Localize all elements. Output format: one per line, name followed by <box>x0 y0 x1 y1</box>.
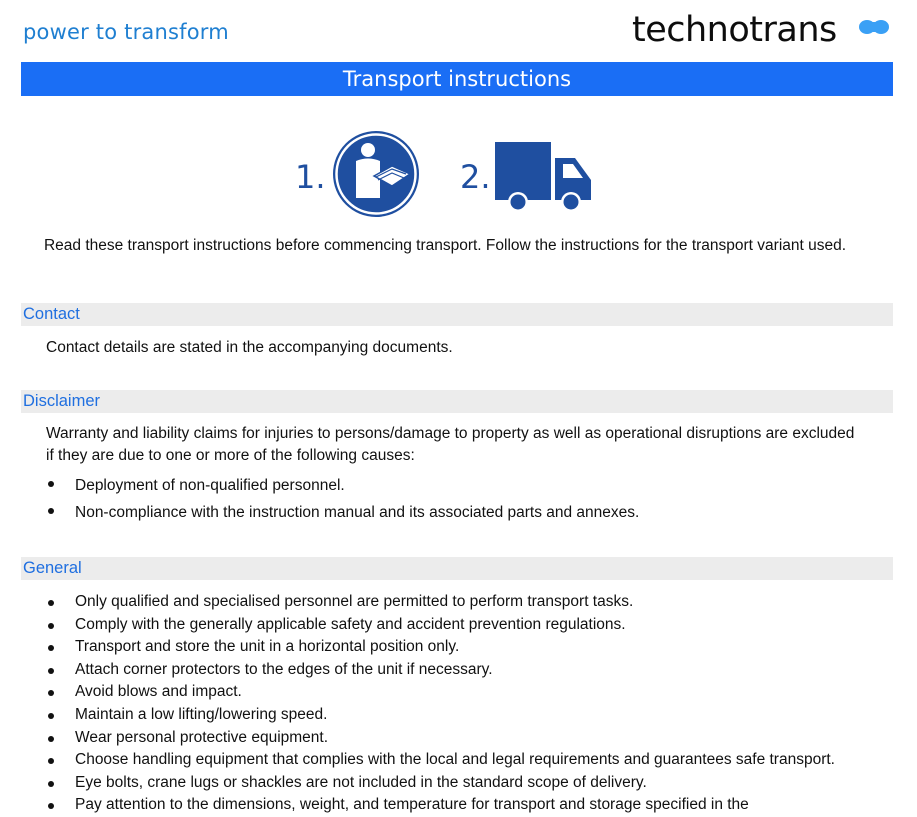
read-manual-icon <box>330 128 422 220</box>
list-item: Deployment of non-qualified personnel. <box>46 472 639 499</box>
list-item: Maintain a low lifting/lowering speed. <box>46 704 835 727</box>
step-number-2: 2. <box>460 158 491 196</box>
brand-logo-text: technotrans <box>632 10 837 50</box>
truck-icon <box>493 142 593 214</box>
section-heading-contact: Contact <box>21 303 893 326</box>
list-item: Attach corner protectors to the edges of the unit if necessary. <box>46 659 835 682</box>
list-item: Avoid blows and impact. <box>46 681 835 704</box>
list-item: Non-compliance with the instruction manual and its associated parts and annexes. <box>46 499 639 526</box>
page-title: Transport instructions <box>21 62 893 96</box>
list-item: Transport and store the unit in a horizontal position only. <box>46 636 835 659</box>
list-item: Choose handling equipment that complies with the local and legal requirements and guarantees safe transport. <box>46 749 835 772</box>
intro-text: Read these transport instructions before commencing transport. Follow the instructions for the transport variant used. <box>43 237 847 254</box>
section-heading-general: General <box>21 557 893 580</box>
tagline: power to transform <box>23 20 229 44</box>
list-item: Wear personal protective equipment. <box>46 727 835 750</box>
general-list <box>46 591 835 817</box>
list-item: Comply with the generally applicable safety and accident prevention regulations. <box>46 614 835 637</box>
step-number-1: 1. <box>295 158 326 196</box>
list-item: Only qualified and specialised personnel are permitted to perform transport tasks. <box>46 591 835 614</box>
list-item: Pay attention to the dimensions, weight, and temperature for transport and storage specified in the <box>46 794 835 817</box>
disclaimer-list <box>46 472 639 526</box>
section-heading-disclaimer: Disclaimer <box>21 390 893 413</box>
brand-mark-icon <box>858 18 890 36</box>
disclaimer-text: Warranty and liability claims for injuries to persons/damage to property as well as operational disruptions are excluded if they are due to one or more of the following causes: <box>46 425 855 464</box>
list-item: Eye bolts, crane lugs or shackles are not included in the standard scope of delivery. <box>46 772 835 795</box>
contact-text: Contact details are stated in the accompanying documents. <box>46 339 453 356</box>
